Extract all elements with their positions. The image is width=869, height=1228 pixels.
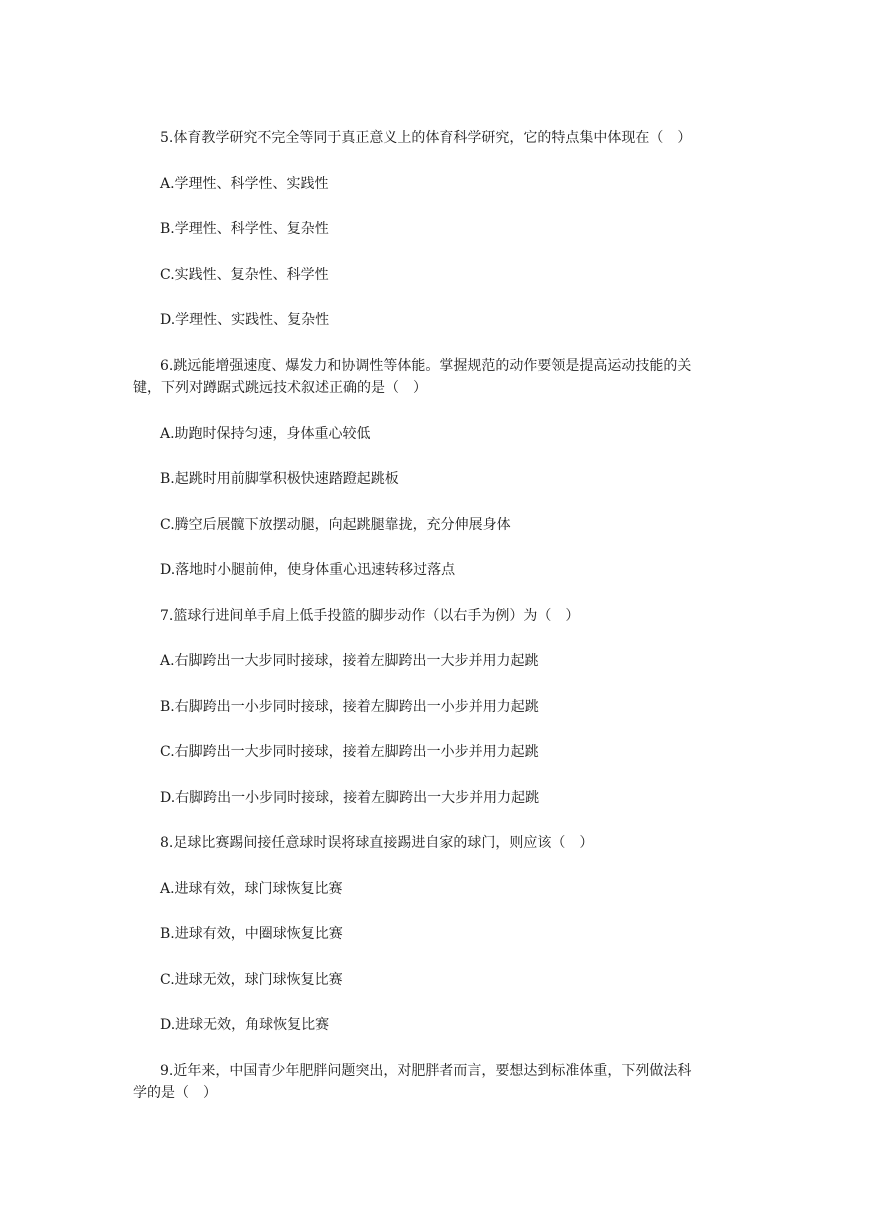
question-9-stem-line-2: 学的是（ ） [133, 1085, 217, 1101]
question-6-option-b: B.起跳时用前脚掌积极快速踏蹬起跳板 [160, 471, 399, 487]
question-7-option-d: D.右脚跨出一小步同时接球，接着左脚跨出一大步并用力起跳 [160, 790, 540, 806]
question-5-stem-line-1: 5.体育教学研究不完全等同于真正意义上的体育科学研究，它的特点集中体现在（ ） [160, 130, 692, 146]
question-6-option-d: D.落地时小腿前伸，使身体重心迅速转移过落点 [160, 562, 456, 578]
question-8-option-d: D.进球无效，角球恢复比赛 [160, 1017, 330, 1033]
question-6-option-c: C.腾空后展髋下放摆动腿，向起跳腿靠拢，充分伸展身体 [160, 517, 511, 533]
question-6-stem-line-1: 6.跳远能增强速度、爆发力和协调性等体能。掌握规范的动作要领是提高运动技能的关 [160, 358, 692, 374]
question-6-stem-line-2: 键，下列对蹲踞式跳远技术叙述正确的是（ ） [133, 380, 427, 396]
question-7-stem-line-1: 7.篮球行进间单手肩上低手投篮的脚步动作（以右手为例）为（ ） [160, 608, 580, 624]
question-7-option-c: C.右脚跨出一大步同时接球，接着左脚跨出一小步并用力起跳 [160, 744, 539, 760]
question-8-stem-line-1: 8.足球比赛踢间接任意球时误将球直接踢进自家的球门，则应该（ ） [160, 835, 594, 851]
question-5-option-c: C.实践性、复杂性、科学性 [160, 267, 329, 283]
question-5-option-d: D.学理性、实践性、复杂性 [160, 312, 330, 328]
question-6-option-a: A.助跑时保持匀速，身体重心较低 [160, 426, 371, 442]
question-8-option-c: C.进球无效，球门球恢复比赛 [160, 972, 343, 988]
question-7-option-b: B.右脚跨出一小步同时接球，接着左脚跨出一小步并用力起跳 [160, 699, 539, 715]
question-9-stem-line-1: 9.近年来，中国青少年肥胖问题突出，对肥胖者而言，要想达到标准体重，下列做法科 [160, 1063, 692, 1079]
question-8-option-a: A.进球有效，球门球恢复比赛 [160, 881, 343, 897]
question-7-option-a: A.右脚跨出一大步同时接球，接着左脚跨出一大步并用力起跳 [160, 653, 539, 669]
question-5-option-a: A.学理性、科学性、实践性 [160, 176, 329, 192]
question-5-option-b: B.学理性、科学性、复杂性 [160, 221, 329, 237]
question-8-option-b: B.进球有效，中圈球恢复比赛 [160, 926, 343, 942]
